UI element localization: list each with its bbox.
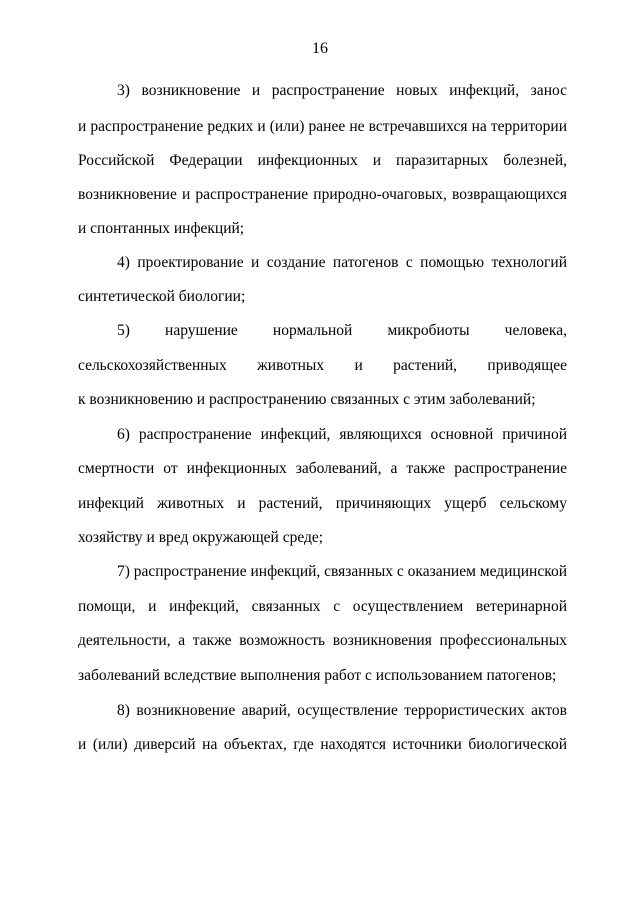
text-line: деятельности, а также возможность возникновения профессиональных <box>78 632 567 649</box>
text-line: смертности от инфекционных заболеваний, а также распространение <box>78 460 567 477</box>
text-line: 6) распространение инфекций, являющихся основной причиной <box>117 426 567 443</box>
text-line: хозяйству и вред окружающей среде; <box>78 529 324 546</box>
text-line: инфекций животных и растений, причиняющих ущерб сельскому <box>78 495 567 512</box>
text-line: 7) распространение инфекций, связанных с оказанием медицинской <box>117 563 567 580</box>
text-line: синтетической биологии; <box>78 288 246 305</box>
text-line: 5) нарушение нормальной микробиоты человека, <box>117 322 567 339</box>
text-line: 3) возникновение и распространение новых инфекций, занос <box>117 82 567 99</box>
text-line: Российской Федерации инфекционных и паразитарных болезней, <box>78 152 567 169</box>
text-line: помощи, и инфекций, связанных с осуществлением ветеринарной <box>78 598 567 615</box>
page-number: 16 <box>312 40 328 57</box>
text-line: к возникновению и распространению связанных с этим заболеваний; <box>78 391 536 408</box>
text-line: сельскохозяйственных животных и растений, приводящее <box>78 357 567 374</box>
text-line: и (или) диверсий на объектах, где находятся источники биологической <box>78 736 567 753</box>
text-line: и спонтанных инфекций; <box>78 220 245 237</box>
text-line: 4) проектирование и создание патогенов с помощью технологий <box>117 254 567 271</box>
text-line: возникновение и распространение природно-очаговых, возвращающихся <box>78 186 567 203</box>
text-line: и распространение редких и (или) ранее не встречавшихся на территории <box>78 118 567 135</box>
text-line: 8) возникновение аварий, осуществление террористических актов <box>117 702 567 719</box>
text-line: заболеваний вследствие выполнения работ с использованием патогенов; <box>78 667 557 684</box>
